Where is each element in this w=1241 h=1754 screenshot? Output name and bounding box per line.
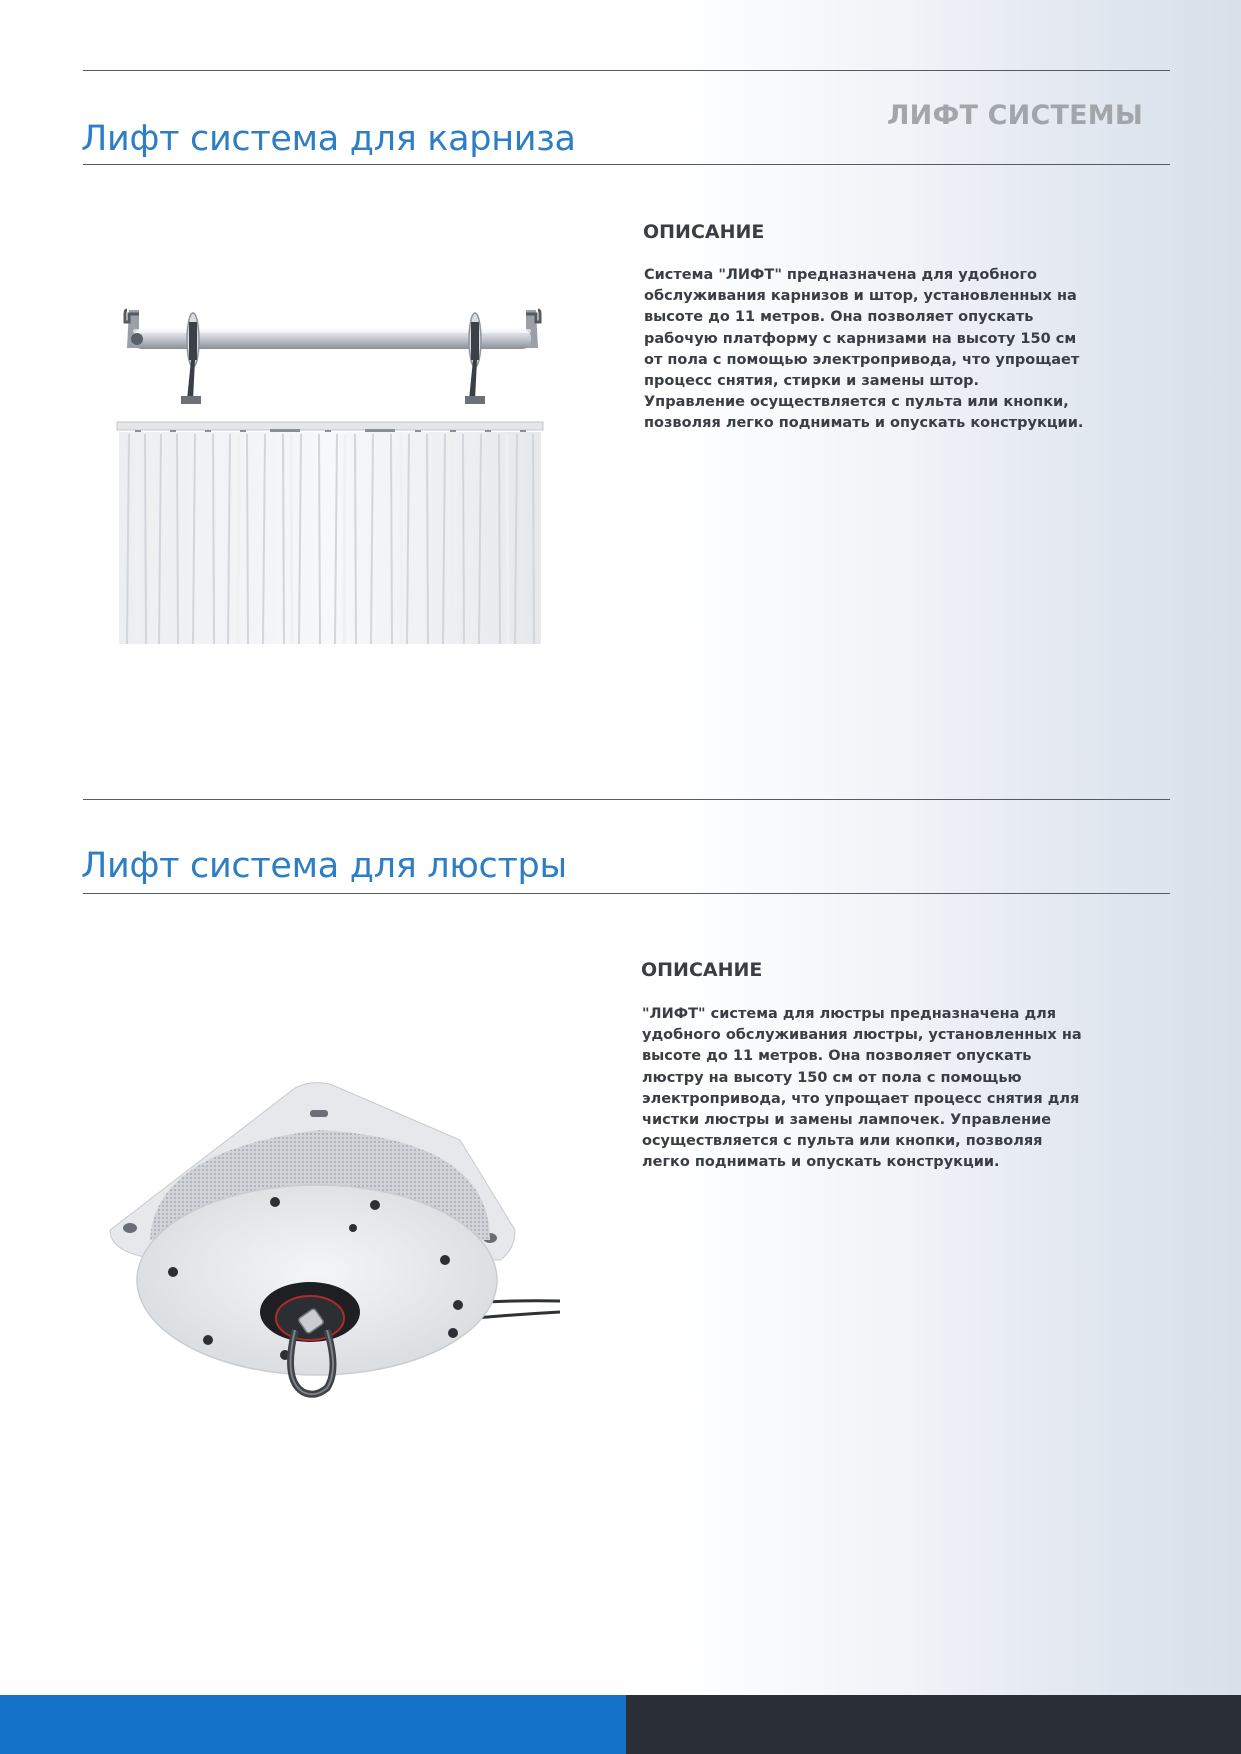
curtain-lift-image [115, 300, 545, 650]
description-text-curtain: Система "ЛИФТ" предназначена для удобного обслуживания карнизов и штор, установленных на высоте до 11 метров. Она позволяет опускать рабочую платформу с карнизами на высоту 150 см от пола с помощью электропривода, что упрощает процесс снятия, стирки и замены штор. Управление осуществляется с пульта или кнопки, позволяя легко поднимать и опускать конструкции. [644, 267, 1084, 432]
section-title-underline [83, 164, 1170, 165]
description-heading-chandelier: ОПИСАНИЕ [641, 959, 763, 981]
section-divider [83, 799, 1170, 800]
brand-label: ЛИФТ СИСТЕМЫ [887, 100, 1143, 131]
section-title-chandelier: Лифт система для люстры [81, 846, 567, 886]
section-title-curtain: Лифт система для карниза [81, 119, 576, 159]
top-rule [83, 70, 1170, 71]
footer-blue-band [0, 1695, 626, 1754]
footer-dark-band [626, 1695, 1241, 1754]
description-heading-curtain: ОПИСАНИЕ [643, 221, 765, 243]
description-text-chandelier: "ЛИФТ" система для люстры предназначена для удобного обслуживания люстры, установленных на высоте до 11 метров. Она позволяет опускать люстру на высоту 150 см от пола с помощью электропривода, что упрощает процесс снятия для чистки люстры и замены лампочек. Управление осуществляется с пульта или кнопки, позволяя легко поднимать и опускать конструкции. [642, 1006, 1082, 1171]
section-title-underline-2 [83, 893, 1170, 894]
chandelier-lift-image [105, 1080, 565, 1405]
